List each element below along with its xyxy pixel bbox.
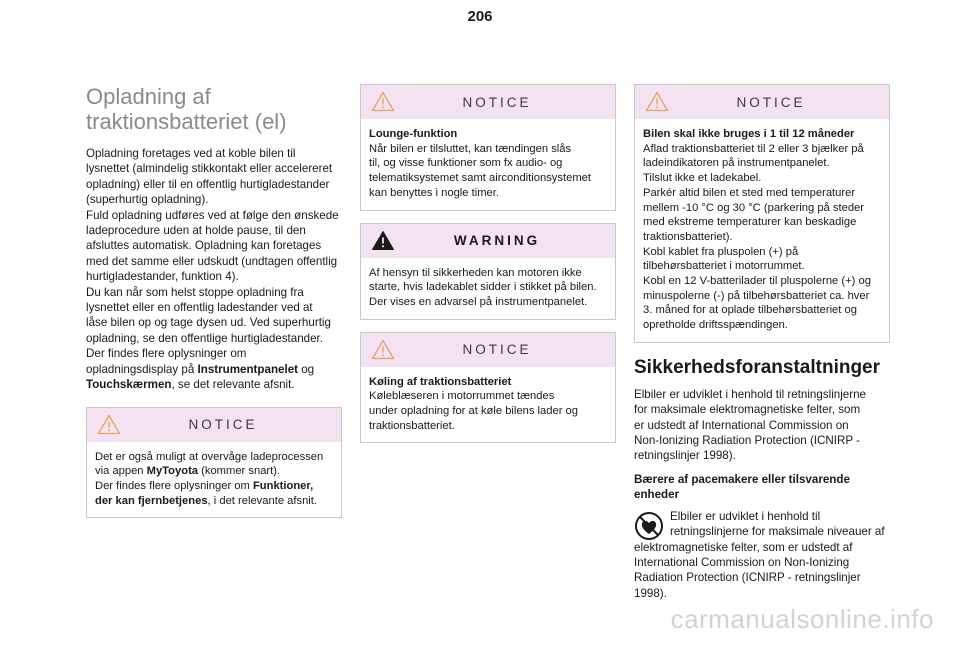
text-line: afsluttes automatisk. Opladning kan foretages [86,239,322,253]
text-line: Bærere af pacemakere eller tilsvarende [634,472,850,486]
text-line: lysnettet (almindelig stikkontakt eller accelereret [86,162,333,176]
column-2 [360,84,616,455]
warning-header [361,224,615,258]
charging-paragraph [86,146,342,393]
notice-box [360,332,616,444]
text-line: Elbiler er udviklet i henhold til retningslinjerne [634,387,866,401]
warning-triangle-icon [371,230,395,251]
text-line: enheder [634,488,680,502]
title-line: traktionsbatteriet (el) [86,109,287,134]
text-line: Kobl en 12 V-batterilader til pluspolerne (+) og [643,275,871,288]
notice-label: NOTICE [462,94,532,110]
no-pacemaker-icon [634,511,664,541]
text-line: hurtigladestander, funktion 4). [86,270,239,284]
text-line: retningslinjer 1998). [634,449,736,463]
bold-term: Funktioner, [252,479,314,492]
notice-body [361,367,615,443]
text-line: Tilslut ikke et ladekabel. [643,172,762,185]
notice-heading: Bilen skal ikke bruges i 1 til 12 måneder [643,128,855,140]
notice-body [361,119,615,210]
text-line: er udstedt af International Commission on [634,418,849,432]
warning-triangle-icon [97,414,121,435]
notice-box [86,407,342,519]
notice-heading: Køling af traktionsbatteriet [369,375,512,388]
text-line: retningslinjerne for maksimale niveauer af [670,525,885,539]
text-line: Aflad traktionsbatteriet til 2 eller 3 bjælker på [643,142,864,155]
warning-box [360,223,616,320]
text-span: Der findes flere oplysninger om [95,479,253,492]
safety-heading: Sikkerhedsforanstaltninger [634,356,881,378]
text-line: Når bilen er tilsluttet, kan tændingen slås [369,142,572,155]
text-span: (kommer snart). [198,465,281,478]
bold-term: MyToyota [146,465,199,478]
text-span: via appen [95,465,147,478]
text-line: ladeindikatoren på instrumentpanelet. [643,157,830,170]
text-line: Der vises en advarsel på instrumentpanelet. [369,295,588,308]
notice-header [361,85,615,119]
text-span: , se det relevante afsnit. [171,378,295,392]
text-line: Non-Ionizing Radiation Protection (ICNIRP - [634,434,860,448]
bold-term: Touchskærmen [86,378,172,392]
bold-term: Instrumentpanelet [197,362,299,376]
warning-triangle-icon [371,91,395,112]
notice-body [635,119,889,342]
text-line: Elbiler er udviklet i henhold til [670,509,821,523]
text-line: Radiation Protection (ICNIRP - retningslinjer [634,571,861,585]
section-title [86,84,342,134]
text-line: med ekstreme temperaturer kan beskadige [643,216,857,229]
notice-header [87,408,341,442]
text-line: opretholde driftsspændingen. [643,319,788,332]
text-span: , i det relevante afsnit. [207,494,317,507]
notice-label: NOTICE [462,342,532,358]
text-line: traktionsbatteriet. [369,419,455,432]
warning-triangle-icon [645,91,669,112]
text-line: kan benyttes i nogle timer. [369,186,499,199]
text-line [86,377,342,392]
warning-label: WARNING [453,233,541,249]
text-line: traktionsbatteriet). [643,230,733,243]
column-3 [634,84,890,601]
bold-term: der kan fjernbetjenes [95,494,208,507]
notice-box [634,84,890,343]
notice-body [87,442,341,518]
text-line: Du kan når som helst stoppe opladning fra [86,285,304,299]
text-line: Fuld opladning udføres ved at følge den ønskede [86,208,339,222]
text-line [95,464,333,479]
text-span: opladningsdisplay på [86,362,198,376]
text-line: 3. måned for at oplade tilbehørsbatteriet og [643,304,857,317]
text-line: tilbehørsbatteriet i motorrummet. [643,260,805,273]
text-line: til, og visse funktioner som fx audio- og [369,157,563,170]
watermark: carmanualsonline.info [670,604,934,634]
title-line: Opladning af [86,84,211,109]
text-line: Parkér altid bilen et sted med temperaturer [643,186,856,199]
text-line: opladning) eller til en offentlig hurtigladestander [86,177,330,191]
text-line: Af hensyn til sikkerheden kan motoren ikke [369,266,582,279]
text-line: Køleblæseren i motorrummet tændes [369,390,555,403]
text-line: ladeprocedure uden at holde pause, til den [86,224,306,238]
warning-body [361,258,615,319]
page-number: 206 [467,8,493,25]
column-1 [86,84,342,530]
text-line: lysnettet eller en offentlig ladestander ved at [86,301,313,315]
text-line: (superhurtig opladning). [86,193,209,207]
text-line: låse bilen op og tage dysen ud. Ved superhurtig [86,316,331,330]
safety-paragraph [634,387,890,464]
notice-header [361,333,615,367]
text-line: under opladning for at køle bilens lader og [369,405,578,418]
text-line: Det er også muligt at overvåge ladeprocessen [95,450,324,463]
text-line: med det samme eller udskudt (undtagen offentlig [86,254,338,268]
notice-box [360,84,616,211]
pacemaker-subheading [634,472,890,503]
text-line [95,479,333,494]
text-line: International Commission on Non-Ionizing [634,555,850,569]
warning-triangle-icon [371,339,395,360]
pacemaker-paragraph [634,509,890,601]
text-line: telematiksystemet samt airconditionsystemet [369,172,591,185]
text-span: og [298,362,315,376]
text-line [86,362,342,377]
text-line: Der findes flere oplysninger om [86,347,247,361]
notice-label: NOTICE [188,417,258,432]
text-line: 1998). [634,586,667,600]
text-line: starte, hvis ladekablet sidder i stikket på bilen. [369,281,597,294]
notice-header [635,85,889,119]
text-line: elektromagnetiske felter, som er udstedt af [634,540,853,554]
text-line [95,494,333,509]
text-line: Opladning foretages ved at koble bilen til [86,147,296,160]
notice-label: NOTICE [736,94,806,110]
text-line: Kobl kablet fra pluspolen (+) på [643,245,799,258]
notice-heading: Lounge-funktion [369,128,458,140]
text-line: minuspolerne (-) på tilbehørsbatteriet ca. hver [643,289,870,302]
text-line: mellem -10 °C og 30 °C (parkering på steder [643,201,864,214]
text-line: for maksimale elektromagnetiske felter, som [634,403,861,417]
text-line: opladning, se den offentlige hurtigladestander. [86,331,323,345]
